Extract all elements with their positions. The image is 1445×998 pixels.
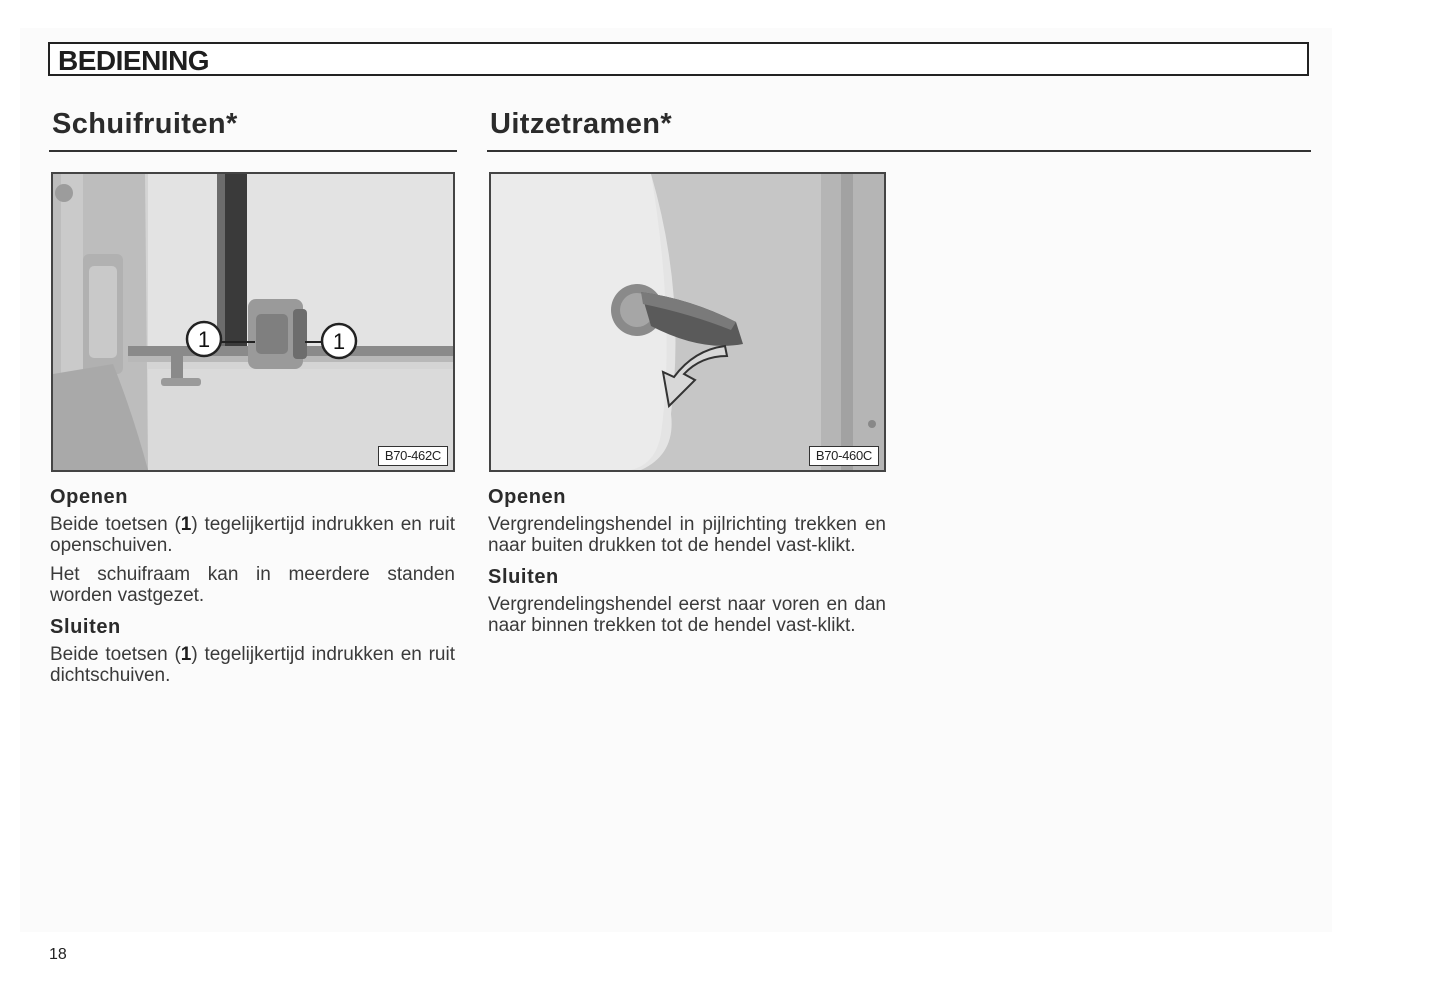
text-fragment: Beide toetsen ( (50, 514, 181, 535)
paragraph-openen-left-1 (50, 514, 455, 556)
callout-number-left: 1 (197, 327, 211, 352)
hinged-window-illustration (491, 174, 884, 470)
heading-uitzetramen: Uitzetramen* (490, 108, 673, 140)
heading-schuifruiten: Schuifruiten* (52, 108, 238, 140)
paragraph-sluiten-left-1 (50, 644, 455, 686)
subheading-openen-right: Openen (488, 486, 567, 508)
callout-number-right: 1 (332, 329, 346, 354)
section-header-box (48, 42, 1309, 76)
subheading-sluiten-right: Sluiten (488, 566, 559, 588)
text-column-right (488, 484, 886, 644)
figure-code-right: B70-460C (809, 446, 879, 466)
text-column-left (50, 484, 455, 694)
paragraph-openen-right-1: Vergrendelingshendel in pijlrichting trekken en naar buiten drukken tot de hendel vast-klikt. (488, 514, 886, 556)
sliding-window-illustration (53, 174, 453, 470)
text-fragment: Beide toetsen ( (50, 644, 181, 665)
heading-rule-right (487, 150, 1311, 152)
figure-code-left: B70-462C (378, 446, 448, 466)
page-number: 18 (49, 946, 67, 963)
heading-rule-left (49, 150, 457, 152)
page-sheet (20, 28, 1332, 932)
figure-hinged-window (489, 172, 886, 472)
subheading-sluiten-left: Sluiten (50, 616, 121, 638)
text-fragment: ) tegelijkertijd indrukken en ruit openschuiven. (50, 514, 455, 556)
section-title: BEDIENING (58, 45, 210, 76)
figure-sliding-window (51, 172, 455, 472)
text-fragment: ) tegelijkertijd indrukken en ruit dichtschuiven. (50, 644, 455, 686)
paragraph-openen-left-2: Het schuifraam kan in meerdere standen worden vastgezet. (50, 564, 455, 606)
paragraph-sluiten-right-1: Vergrendelingshendel eerst naar voren en dan naar binnen trekken tot de hendel vast-klikt. (488, 594, 886, 636)
key-reference: 1 (180, 514, 192, 535)
subheading-openen-left: Openen (50, 486, 129, 508)
key-reference: 1 (180, 644, 192, 665)
